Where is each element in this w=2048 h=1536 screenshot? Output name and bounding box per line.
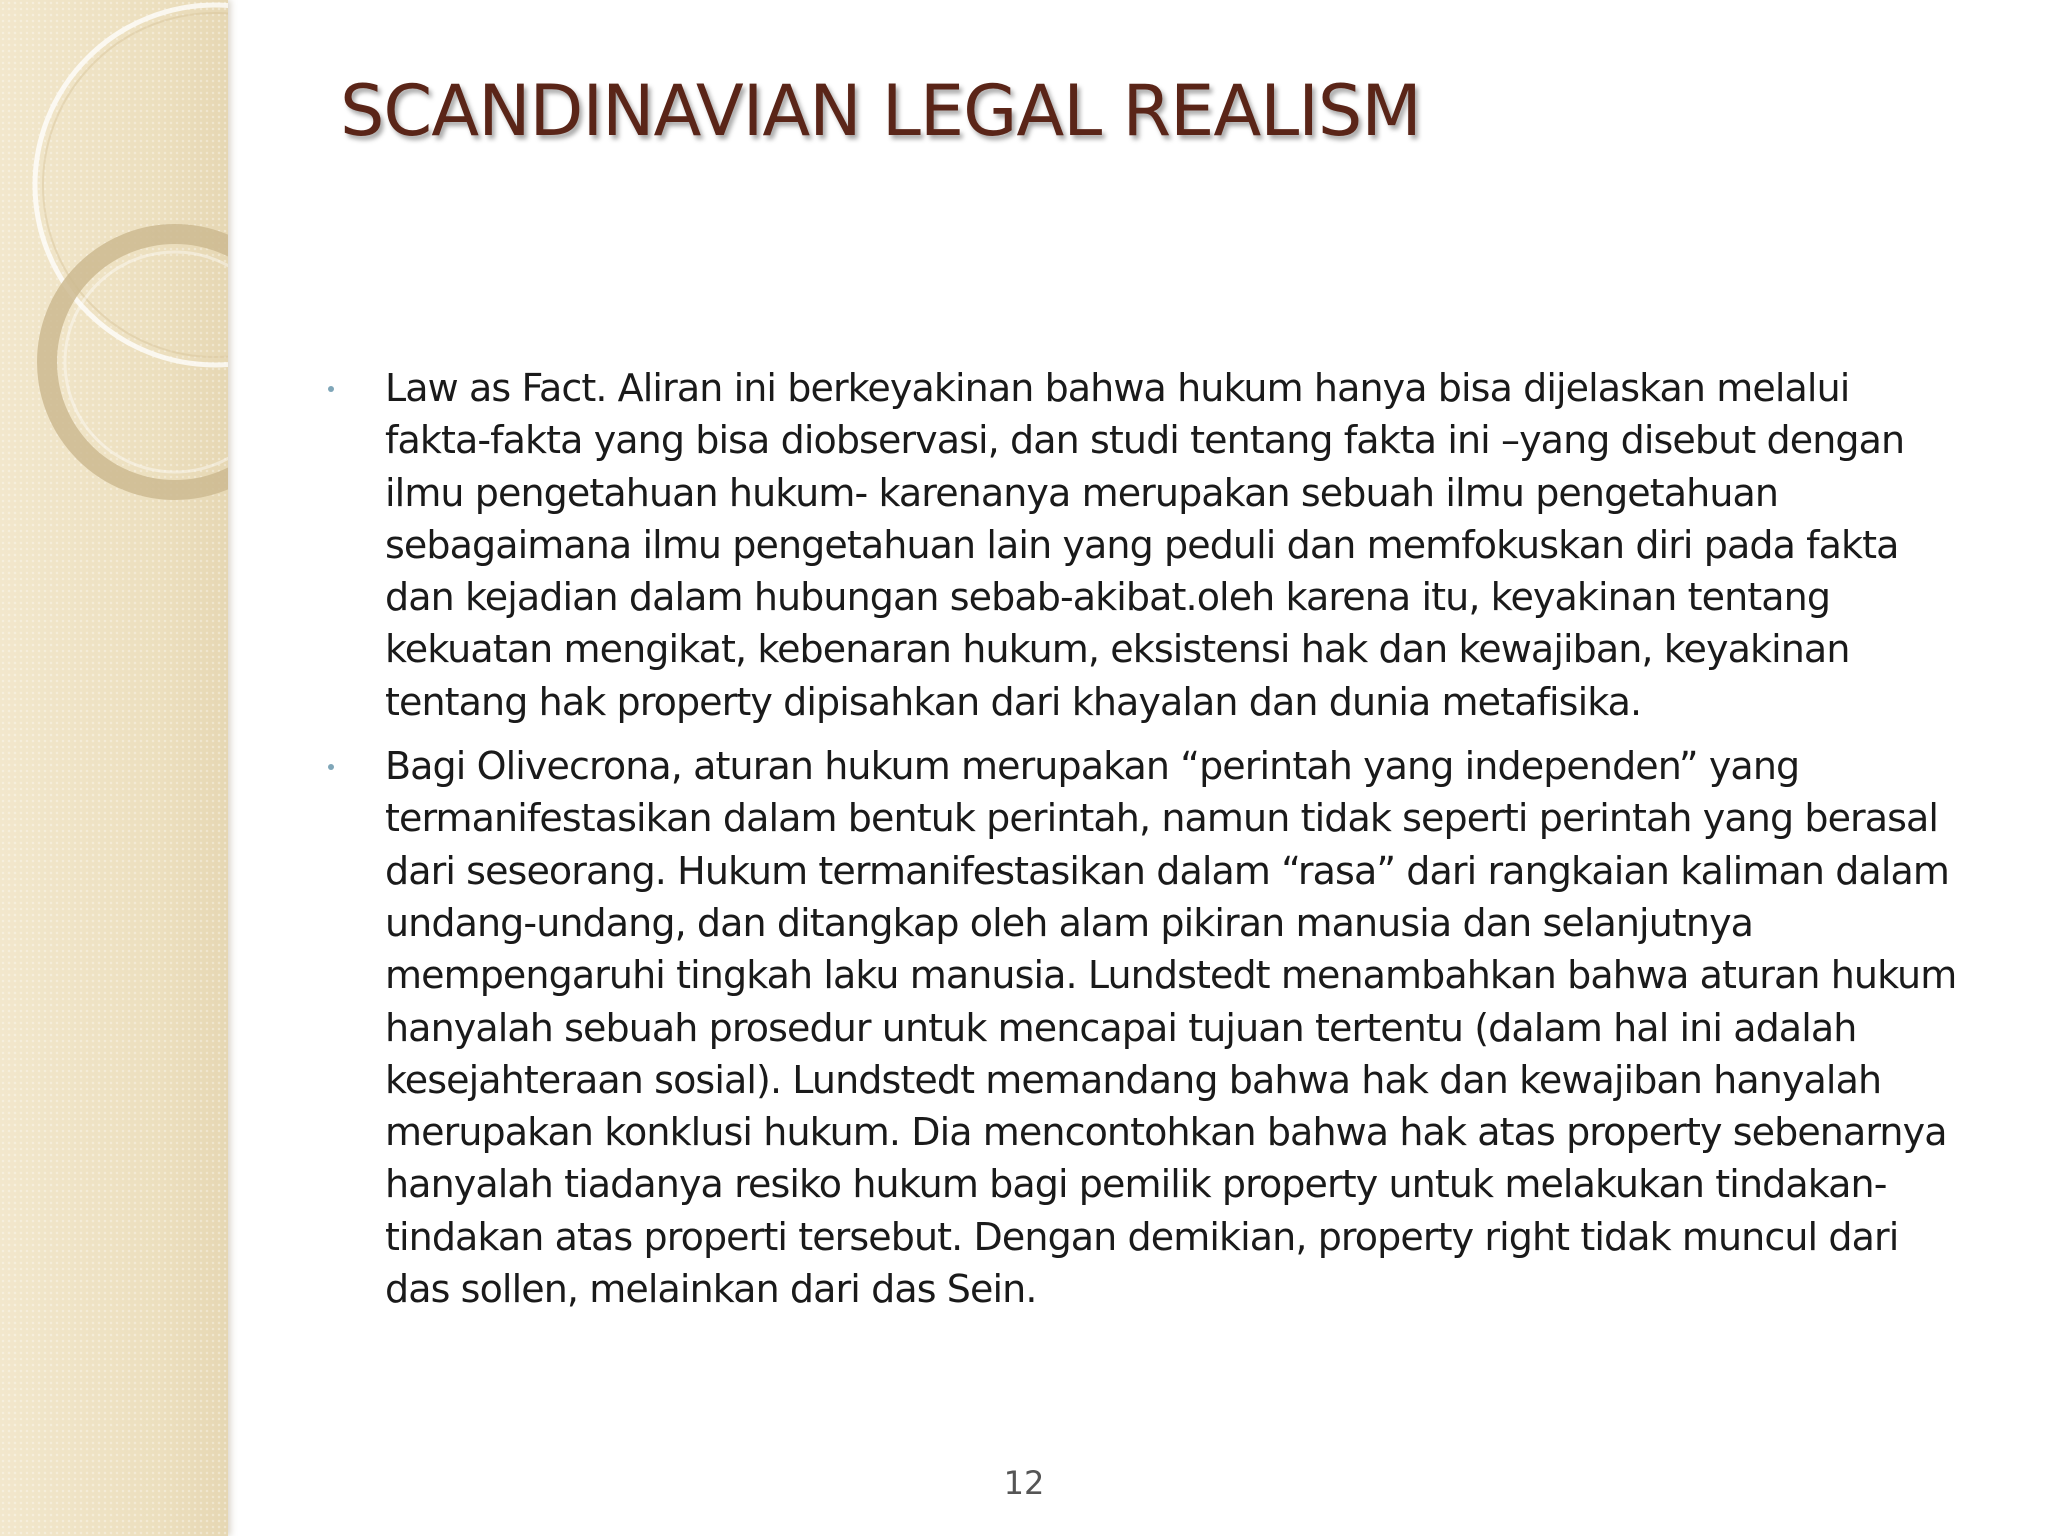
slide-title: SCANDINAVIAN LEGAL REALISM: [340, 70, 1421, 152]
decorative-sidebar: [0, 0, 228, 1536]
bullet-text: Law as Fact. Aliran ini berkeyakinan bahwa hukum hanya bisa dijelaskan melalui fakta-fakta yang bisa diobservasi, dan studi tentang fakta ini –yang disebut dengan ilmu pengetahuan hukum- karenanya merupakan sebuah ilmu pengetahuan sebagaimana ilmu pengetahuan lain yang peduli dan memfokuskan diri pada fakta dan kejadian dalam hubungan sebab-akibat.oleh karena itu, keyakinan tentang kekuatan mengikat, kebenaran hukum, eksistensi hak dan kewajiban, keyakinan tentang hak property dipisahkan dari khayalan dan dunia metafisika.: [385, 366, 1905, 724]
bullet-dot-icon: [323, 740, 343, 792]
bullet-dot-icon: [323, 362, 343, 414]
page-number: 12: [1003, 1464, 1045, 1502]
slide-content: [320, 362, 1960, 1327]
bullet-item: [320, 740, 1960, 1315]
bullet-text: Bagi Olivecrona, aturan hukum merupakan “perintah yang independen” yang termanifestasikan dalam bentuk perintah, namun tidak seperti perintah yang berasal dari seseorang. Hukum termanifestasikan dalam “rasa” dari rangkaian kaliman dalam undang-undang, dan ditangkap oleh alam pikiran manusia dan selanjutnya mempengaruhi tingkah laku manusia. Lundstedt menambahkan bahwa aturan hukum hanyalah sebuah prosedur untuk mencapai tujuan tertentu (dalam hal ini adalah kesejahteraan sosial). Lundstedt memandang bahwa hak dan kewajiban hanyalah merupakan konklusi hukum. Dia mencontohkan bahwa hak atas property sebenarnya hanyalah tiadanya resiko hukum bagi pemilik property untuk melakukan tindakan-tindakan atas properti tersebut. Dengan demikian, property right tidak muncul dari das sollen, melainkan dari das Sein.: [385, 744, 1957, 1312]
bullet-item: [320, 362, 1960, 728]
bullet-list: [320, 362, 1960, 1315]
decorative-rings: [0, 0, 228, 1536]
